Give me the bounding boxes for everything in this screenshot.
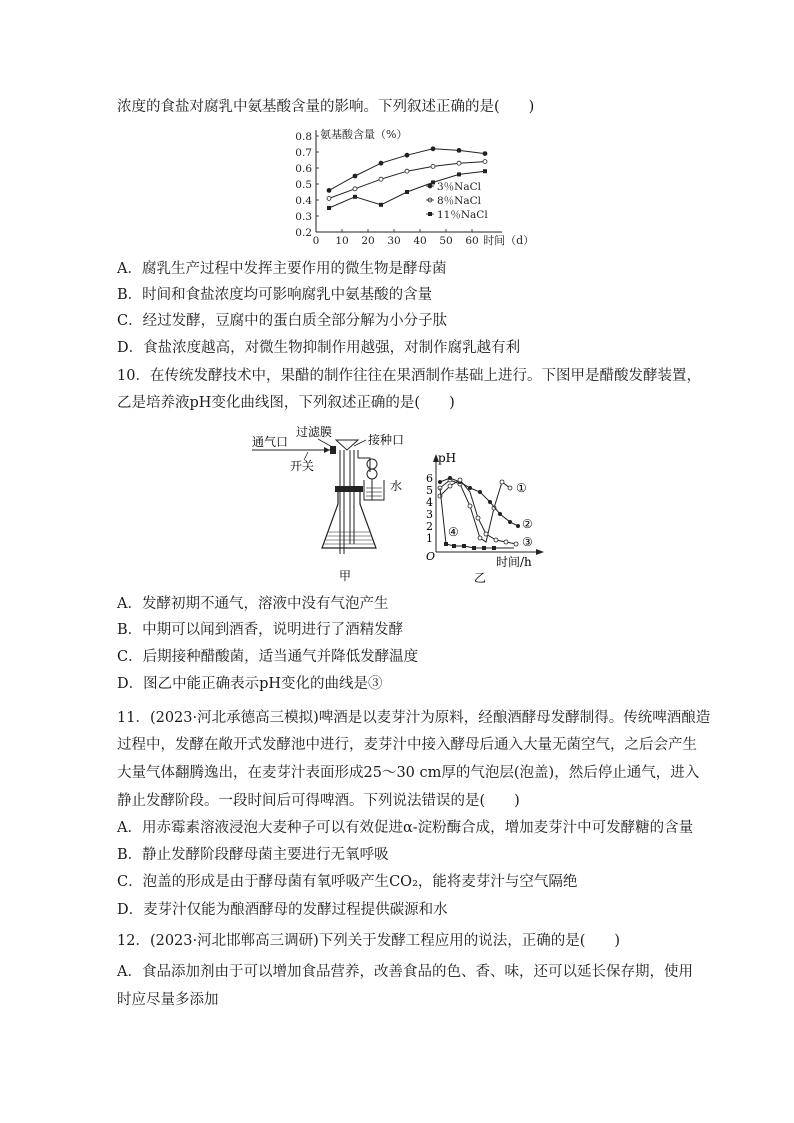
q11-stem-line4: 静止发酵阶段。一段时间后可得啤酒。下列说法错误的是( ) — [117, 793, 520, 809]
fermentation-apparatus-figure — [250, 424, 420, 584]
apparatus-caption: 甲 — [339, 569, 352, 583]
q10-option-d: D．图乙中能正确表示pH变化的曲线是③ — [117, 676, 383, 692]
chart-point-0-3 — [405, 153, 409, 157]
q10-stem-line2: 乙是培养液pH变化曲线图，下列叙述正确的是( ) — [117, 395, 455, 411]
chart-point-1-0 — [327, 196, 331, 200]
chart-point-0-6 — [483, 152, 487, 156]
chart-point-2-1 — [353, 195, 357, 199]
water-label: 水 — [390, 479, 403, 493]
ph-axis-label: pH — [438, 451, 457, 465]
chart-legend-label-1: 8％NaCl — [437, 195, 482, 207]
q12-option-a-line2: 时应尽量多添加 — [117, 992, 219, 1008]
ph-ytick-2: 2 — [426, 520, 433, 533]
ph-curve-figure — [420, 448, 550, 584]
chart-point-1-1 — [353, 187, 357, 191]
q9-stem: 浓度的食盐对腐乳中氨基酸含量的影响。下列叙述正确的是( ) — [117, 99, 535, 115]
q10-option-a: A．发酵初期不通气，溶液中没有气泡产生 — [117, 596, 389, 612]
chart-x-tick-1: 10 — [335, 235, 349, 247]
q12-stem: 12．(2023·河北邯郸高三调研)下列关于发酵工程应用的说法，正确的是( ) — [117, 933, 621, 949]
chart-point-0-0 — [327, 188, 331, 192]
chart-y-tick-1: 0.3 — [295, 211, 312, 223]
q9-option-d: D．食盐浓度越高，对微生物抑制作用越强，对制作腐乳越有利 — [117, 340, 521, 356]
curve-label-4: ④ — [448, 525, 459, 539]
chart-point-2-0 — [327, 206, 331, 210]
chart-x-tick-0: 0 — [312, 235, 320, 247]
curve-label-2: ② — [522, 517, 533, 531]
q10-option-b: B．中期可以闻到酒香，说明进行了酒精发酵 — [117, 622, 404, 638]
filter-membrane — [330, 446, 336, 454]
ph-ytick-1: 1 — [426, 532, 433, 545]
chart-y-tick-2: 0.4 — [295, 195, 312, 207]
chart-x-label: 时间（d） — [483, 234, 535, 247]
chart-y-tick-6: 0.8 — [295, 131, 312, 143]
chart-point-2-3 — [405, 190, 409, 194]
q11-option-b: B．静止发酵阶段酵母菌主要进行无氧呼吸 — [117, 847, 389, 863]
q9-option-c: C．经过发酵，豆腐中的蛋白质全部分解为小分子肽 — [117, 313, 448, 329]
curve-label-3: ③ — [522, 535, 533, 549]
chart-point-0-1 — [353, 174, 357, 178]
q11-stem-line3: 大量气体翻腾逸出，在麦芽汁表面形成25～30 cm厚的气泡层(泡盖)，然后停止通气，进入 — [117, 765, 700, 781]
q10-stem-line1: 10．在传统发酵技术中，果醋的制作往往在果酒制作基础上进行。下图甲是醋酸发酵装置， — [117, 368, 701, 384]
q11-stem-line1: 11．(2023·河北承德高三模拟)啤酒是以麦芽汁为原料，经酿酒酵母发酵制得。传统啤酒酿造 — [117, 710, 711, 726]
chart-point-1-5 — [457, 161, 461, 165]
chart-x-tick-3: 30 — [387, 235, 401, 247]
chart-point-0-4 — [431, 147, 435, 151]
q12-option-a-line1: A．食品添加剂由于可以增加食品营养，改善食品的色、香、味，还可以延长保存期，使用 — [117, 964, 693, 980]
chart-legend-label-0: 3％NaCl — [437, 181, 482, 193]
chart-point-0-5 — [457, 148, 461, 152]
chart-x-tick-6: 60 — [465, 235, 479, 247]
q10-option-c: C．后期接种醋酸菌，适当通气并降低发酵温度 — [117, 649, 419, 665]
seed-port-label: 接种口 — [368, 433, 405, 447]
ph-caption: 乙 — [474, 571, 487, 585]
chart-point-2-5 — [457, 172, 461, 176]
chart-point-2-2 — [379, 203, 383, 207]
chart-x-tick-4: 40 — [413, 235, 427, 247]
chart-x-tick-2: 20 — [361, 235, 375, 247]
chart-point-2-6 — [483, 169, 487, 173]
chart-point-1-3 — [405, 169, 409, 173]
q9-option-a: A．腐乳生产过程中发挥主要作用的微生物是酵母菌 — [117, 261, 447, 277]
curve-label-1: ① — [516, 481, 527, 495]
chart-point-1-6 — [483, 160, 487, 164]
q11-option-a: A．用赤霉素溶液浸泡大麦种子可以有效促进α-淀粉酶合成，增加麦芽汁中可发酵糖的含量 — [117, 820, 694, 836]
chart-y-tick-0: 0.2 — [295, 227, 312, 239]
chart-y-tick-4: 0.6 — [295, 163, 312, 175]
switch-label: 开关 — [290, 459, 315, 473]
chart-y-tick-3: 0.5 — [295, 179, 312, 191]
chart-point-2-4 — [431, 180, 435, 184]
amino-acid-chart — [288, 120, 535, 250]
inlet-label: 通气口 — [252, 435, 289, 449]
chart-y-tick-5: 0.7 — [295, 147, 312, 159]
q11-stem-line2: 过程中，发酵在敞开式发酵池中进行，麦芽汁中接入酵母后通入大量无菌空气，之后会产生 — [117, 737, 697, 753]
q11-option-c: C．泡盖的形成是由于酵母菌有氧呼吸产生CO₂，能将麦芽汁与空气隔绝 — [117, 874, 578, 890]
q9-option-b: B．时间和食盐浓度均可影响腐乳中氨基酸的含量 — [117, 287, 433, 303]
chart-x-tick-5: 50 — [439, 235, 453, 247]
filter-label: 过滤膜 — [296, 425, 333, 439]
ph-ytick-5: 5 — [426, 484, 433, 497]
ph-ytick-4: 4 — [426, 496, 433, 509]
chart-point-0-2 — [379, 161, 383, 165]
chart-point-1-4 — [431, 164, 435, 168]
chart-point-1-2 — [379, 177, 383, 181]
ph-time-label: 时间/h — [496, 555, 532, 569]
ph-ytick-6: 6 — [426, 472, 433, 485]
chart-y-label: 氨基酸含量（%） — [320, 128, 408, 141]
chart-legend-label-2: 11％NaCl — [437, 209, 488, 221]
ph-origin: O — [426, 550, 436, 563]
q11-option-d: D．麦芽汁仅能为酿酒酵母的发酵过程提供碳源和水 — [117, 902, 448, 918]
ph-ytick-3: 3 — [426, 508, 433, 521]
